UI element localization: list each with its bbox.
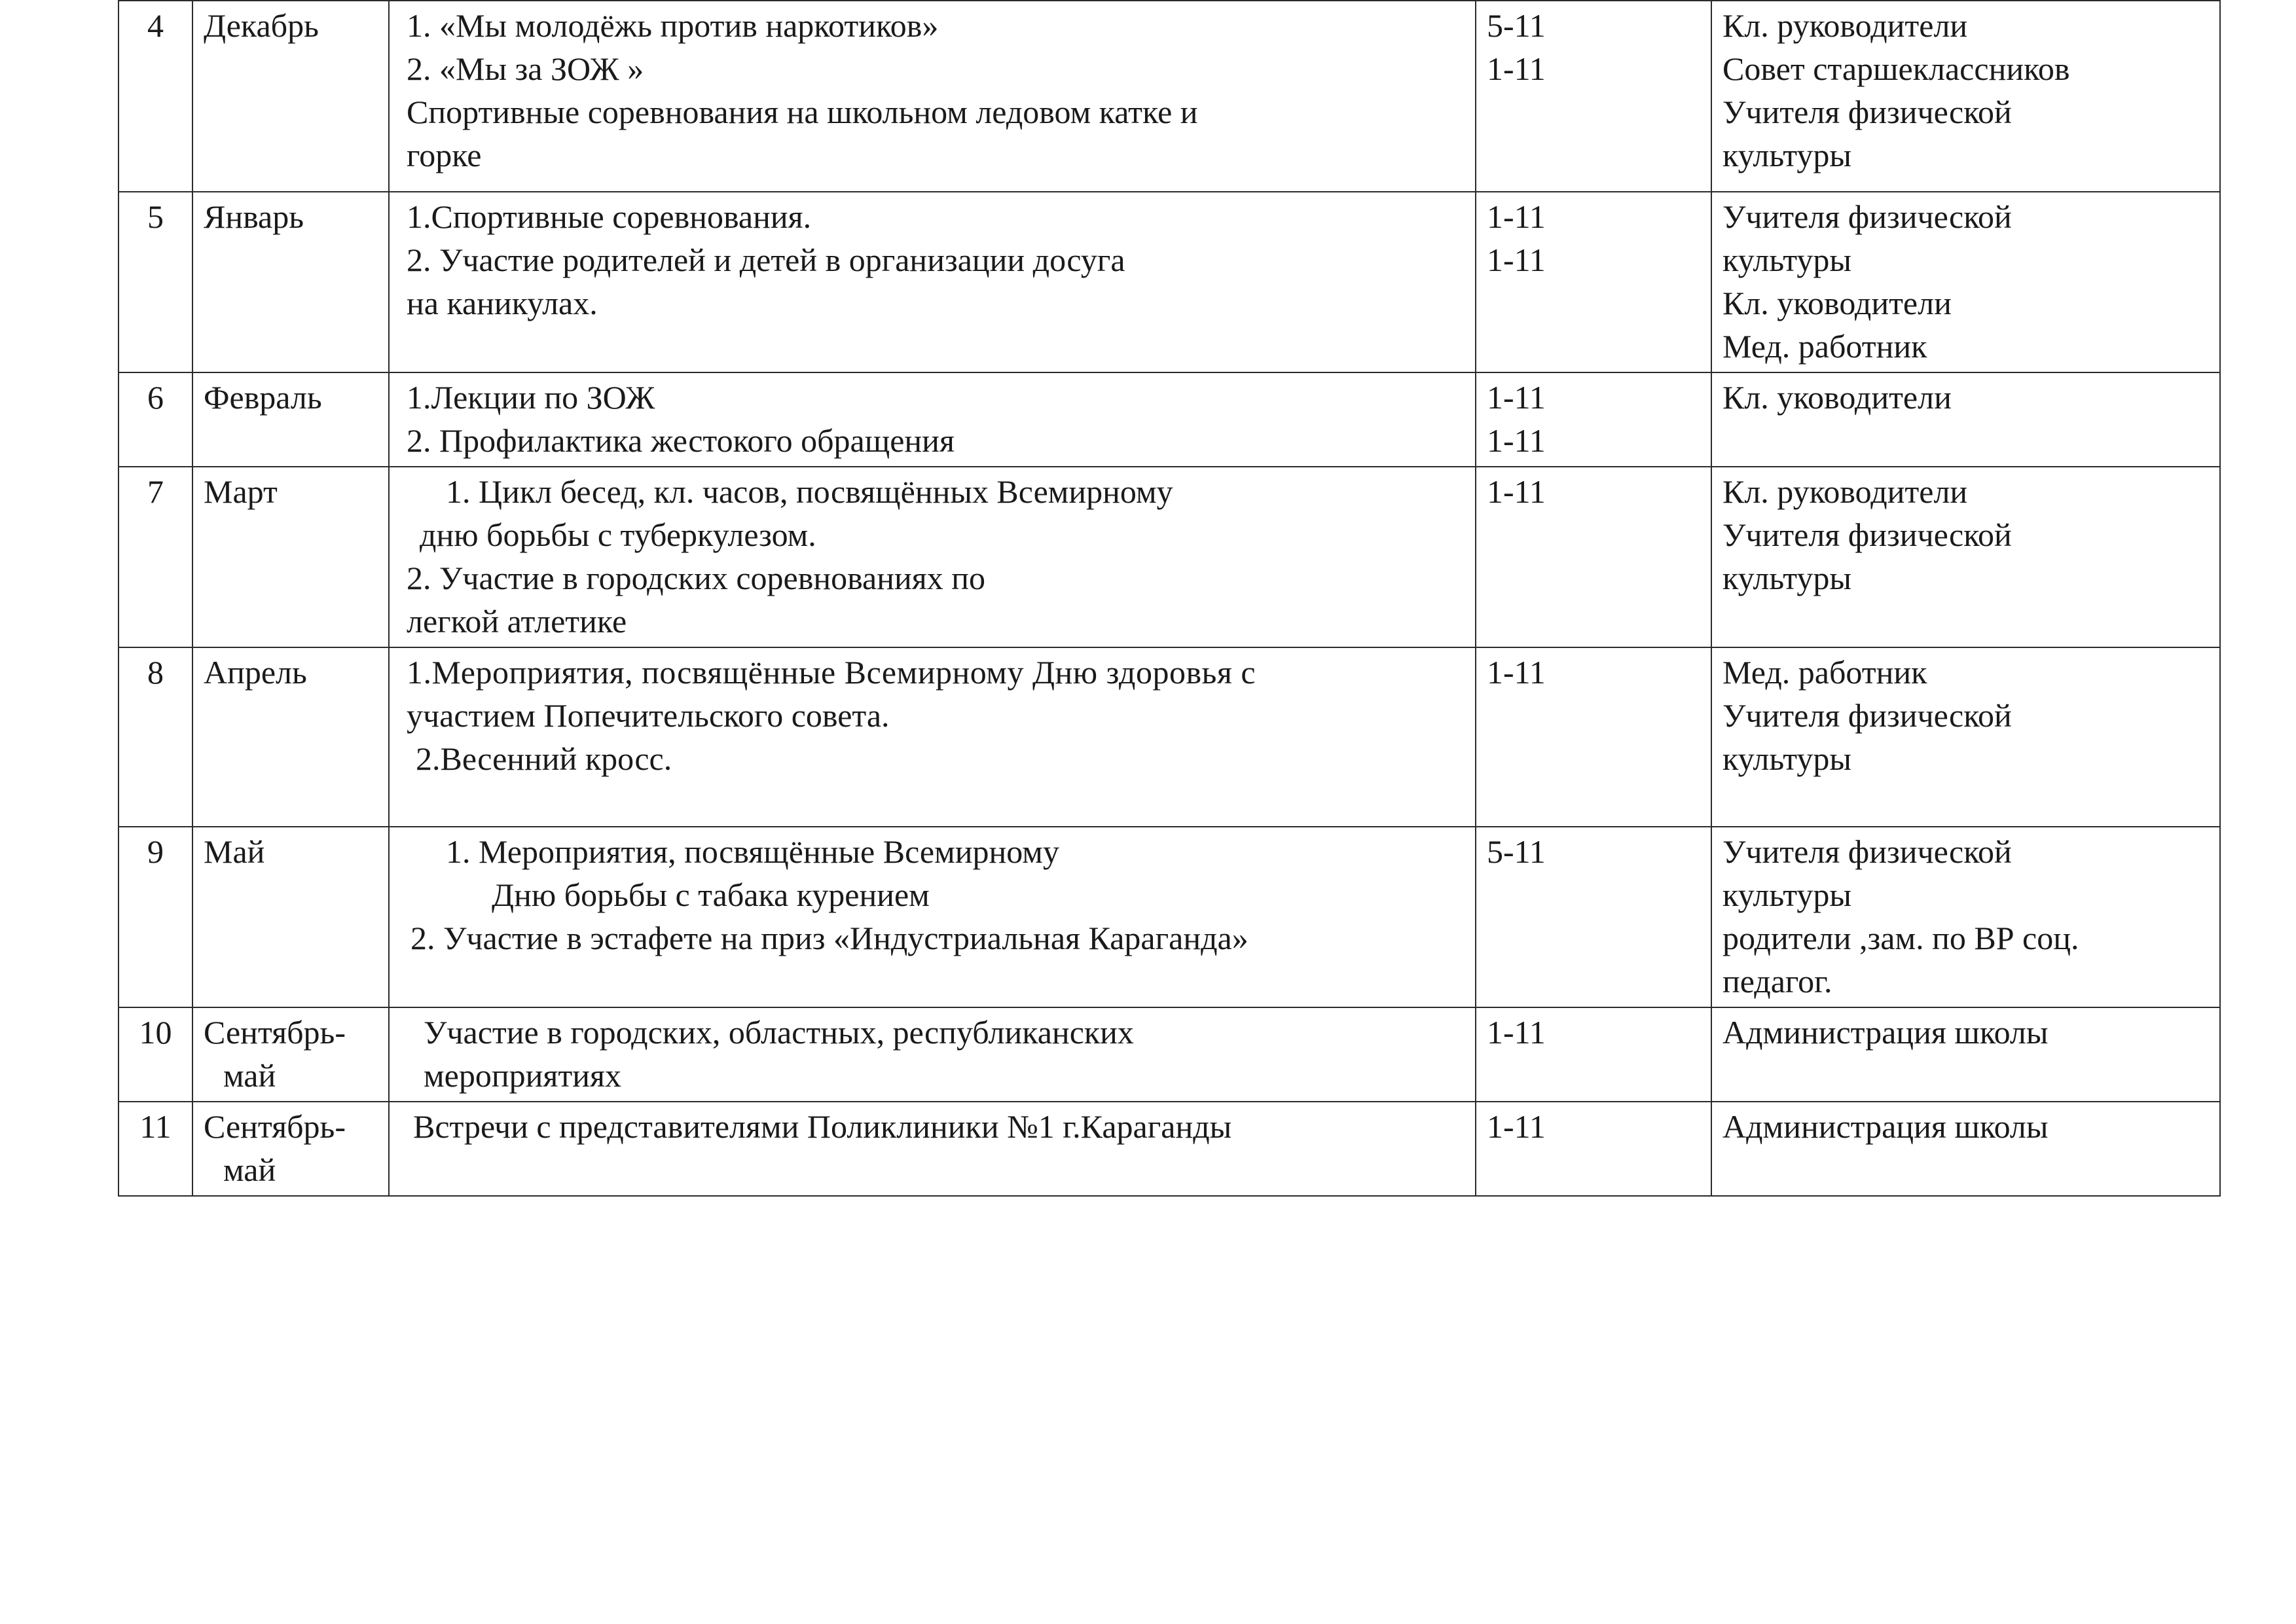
classes-cell	[1476, 372, 1711, 467]
month-cell: Сентябрь- май	[192, 1007, 389, 1102]
event-line: 2. Участие родителей и детей в организации досуга	[407, 242, 1125, 278]
table-row	[118, 372, 2220, 467]
events-cell	[389, 1, 1476, 192]
events-cell	[389, 1007, 1476, 1102]
event-line: 1. «Мы молодёжь против наркотиков»	[407, 7, 939, 44]
responsible-line: Учителя физической	[1722, 833, 2012, 870]
responsible-cell	[1711, 1102, 2220, 1196]
events-cell	[389, 1102, 1476, 1196]
class-range: 1-11	[1487, 242, 1546, 278]
responsible-line: Мед. работник	[1722, 328, 1927, 365]
table-row	[118, 1007, 2220, 1102]
month-cell: Январь	[192, 192, 389, 372]
event-line: 2. Профилактика жестокого обращения	[407, 422, 955, 459]
responsible-line: Администрация школы	[1722, 1108, 2049, 1145]
responsible-line: Учителя физической	[1722, 516, 2012, 553]
responsible-line: Кл. уководители	[1722, 285, 1952, 321]
class-range: 1-11	[1487, 473, 1546, 510]
class-range: 5-11	[1487, 7, 1546, 44]
events-cell	[389, 647, 1476, 827]
responsible-line: Мед. работник	[1722, 654, 1927, 691]
month-cell: Сентябрь- май	[192, 1102, 389, 1196]
classes-cell	[1476, 647, 1711, 827]
events-cell	[389, 467, 1476, 647]
row-number: 10	[118, 1007, 192, 1102]
row-number: 11	[118, 1102, 192, 1196]
event-line: Дню борьбы с табака курением	[492, 876, 930, 913]
classes-cell	[1476, 1007, 1711, 1102]
event-line: дню борьбы с туберкулезом.	[420, 516, 816, 553]
month-cell: Декабрь	[192, 1, 389, 192]
row-number: 8	[118, 647, 192, 827]
responsible-line: Учителя физической	[1722, 94, 2012, 130]
table-row	[118, 827, 2220, 1007]
month-cell: Май	[192, 827, 389, 1007]
responsible-line: Администрация школы	[1722, 1014, 2049, 1051]
event-line: на каникулах.	[407, 285, 598, 321]
row-number: 6	[118, 372, 192, 467]
event-line: горке	[407, 137, 482, 173]
classes-cell	[1476, 827, 1711, 1007]
responsible-cell	[1711, 827, 2220, 1007]
responsible-line: культуры	[1722, 740, 1852, 777]
classes-cell	[1476, 1, 1711, 192]
responsible-line: Кл. руководители	[1722, 473, 1968, 510]
events-cell	[389, 372, 1476, 467]
responsible-line: культуры	[1722, 876, 1852, 913]
responsible-line: Совет старшеклассников	[1722, 50, 2070, 87]
month-cell: Март	[192, 467, 389, 647]
row-number: 4	[118, 1, 192, 192]
event-line: участием Попечительского совета.	[407, 697, 890, 734]
event-line: легкой атлетике	[407, 603, 627, 640]
class-range: 1-11	[1487, 1108, 1546, 1145]
events-cell	[389, 192, 1476, 372]
event-line: 2. Участие в городских соревнованиях по	[407, 560, 986, 596]
class-range: 1-11	[1487, 198, 1546, 235]
responsible-line: Кл. руководители	[1722, 7, 1968, 44]
responsible-cell	[1711, 1, 2220, 192]
event-line: 1.Мероприятия, посвящённые Всемирному Дню здоровья с	[407, 654, 1256, 691]
responsible-line: культуры	[1722, 137, 1852, 173]
event-line: мероприятиях	[424, 1057, 621, 1094]
events-cell	[389, 827, 1476, 1007]
class-range: 5-11	[1487, 833, 1546, 870]
responsible-cell	[1711, 647, 2220, 827]
classes-cell	[1476, 467, 1711, 647]
table-row	[118, 192, 2220, 372]
class-range: 1-11	[1487, 50, 1546, 87]
responsible-cell	[1711, 192, 2220, 372]
event-line: 2. Участие в эстафете на приз «Индустриальная Караганда»	[410, 920, 1248, 956]
event-plan-table	[118, 0, 2221, 1197]
class-range: 1-11	[1487, 379, 1546, 416]
responsible-line: культуры	[1722, 560, 1852, 596]
row-number: 5	[118, 192, 192, 372]
event-line: Встречи с представителями Поликлиники №1 г.Караганды	[413, 1108, 1232, 1145]
table-row	[118, 647, 2220, 827]
row-number: 9	[118, 827, 192, 1007]
responsible-line: культуры	[1722, 242, 1852, 278]
classes-cell	[1476, 1102, 1711, 1196]
class-range: 1-11	[1487, 1014, 1546, 1051]
responsible-cell	[1711, 372, 2220, 467]
responsible-line: Учителя физической	[1722, 697, 2012, 734]
month-cell: Апрель	[192, 647, 389, 827]
event-line: 1. Мероприятия, посвящённые Всемирному	[446, 833, 1059, 870]
event-line: 1. Цикл бесед, кл. часов, посвящённых Всемирному	[446, 473, 1173, 510]
event-line: 1.Лекции по ЗОЖ	[407, 379, 655, 416]
responsible-line: педагог.	[1722, 963, 1832, 1000]
event-line: Спортивные соревнования на школьном ледовом катке и	[407, 94, 1198, 130]
event-line: 1.Спортивные соревнования.	[407, 198, 812, 235]
class-range: 1-11	[1487, 654, 1546, 691]
responsible-line: Кл. уководители	[1722, 379, 1952, 416]
table-row	[118, 1102, 2220, 1196]
document-page	[118, 0, 2219, 1197]
classes-cell	[1476, 192, 1711, 372]
responsible-cell	[1711, 1007, 2220, 1102]
month-cell: Февраль	[192, 372, 389, 467]
row-number: 7	[118, 467, 192, 647]
event-line: 2.Весенний кросс.	[416, 740, 672, 777]
responsible-line: Учителя физической	[1722, 198, 2012, 235]
event-line: Участие в городских, областных, республиканских	[424, 1014, 1134, 1051]
responsible-cell	[1711, 467, 2220, 647]
table-row	[118, 467, 2220, 647]
responsible-line: родители ,зам. по ВР соц.	[1722, 920, 2079, 956]
class-range: 1-11	[1487, 422, 1546, 459]
table-row	[118, 1, 2220, 192]
event-line: 2. «Мы за ЗОЖ »	[407, 50, 644, 87]
